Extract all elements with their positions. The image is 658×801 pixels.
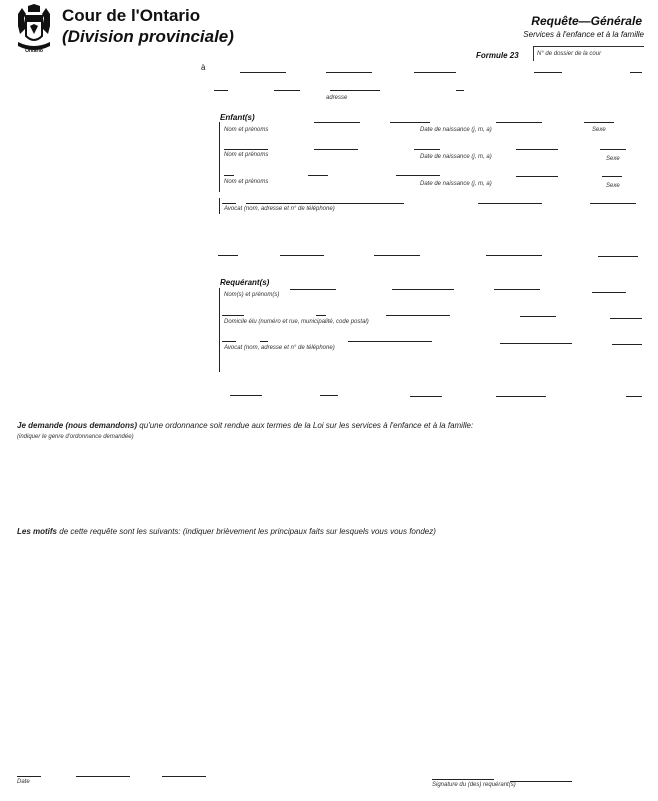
form-number: Formule 23 <box>476 51 519 60</box>
applicant-name-field[interactable] <box>222 280 626 292</box>
child-1-sex-label: Sexe <box>592 127 606 133</box>
applicant-address-label: Domicile élu (numéro et rue, municipalité, code postal) <box>224 319 369 325</box>
child-3-dob-label: Date de naissance (j, m, a) <box>420 181 492 187</box>
signature-field[interactable] <box>430 766 574 778</box>
child-1-name-label: Nom et prénoms <box>224 127 269 133</box>
child-counsel-label: Avocat (nom, adresse et n° de téléphone) <box>224 206 335 212</box>
child-1-dob-label: Date de naissance (j, m, a) <box>420 127 492 133</box>
request-statement <box>17 421 473 430</box>
child-2-name-label: Nom et prénoms <box>224 152 269 158</box>
addressee-field[interactable] <box>240 62 640 74</box>
applicant-address-field[interactable] <box>222 306 642 318</box>
court-division: (Division provinciale) <box>62 27 234 46</box>
signature-label: Signature du (des) requérant(s) <box>432 782 516 788</box>
request-lead: Je demande (nous demandons) <box>17 421 138 430</box>
child-2-dob-label: Date de naissance (j, m, a) <box>420 154 492 160</box>
form-title: Requête—Générale <box>531 14 642 28</box>
grounds-lead: Les motifs <box>17 527 58 536</box>
child-2-sex-label: Sexe <box>606 156 620 162</box>
request-note: (indiquer le genre d'ordonnance demandée) <box>17 434 134 440</box>
children-heading: Enfant(s) <box>220 113 255 122</box>
child-3-row[interactable] <box>222 166 622 178</box>
child-2-row[interactable] <box>222 140 622 152</box>
court-file-number-label: N° de dossier de la cour <box>537 51 602 57</box>
applicant-counsel-field[interactable] <box>222 332 642 344</box>
child-3-sex-label: Sexe <box>606 183 620 189</box>
ontario-crest-icon <box>14 4 54 54</box>
child-counsel-field[interactable] <box>222 194 636 206</box>
date-label: Date <box>17 779 30 785</box>
date-field[interactable] <box>17 764 207 776</box>
grounds-text: de cette requête sont les suivants: (indiquer brièvement les principaux faits sur lesquels vous vous fondez) <box>59 527 436 536</box>
grounds-statement <box>17 527 436 536</box>
form-subtitle: Services à l'enfance et à la famille <box>523 30 644 39</box>
court-name: Cour de l'Ontario <box>62 6 201 25</box>
addressee-prefix: à <box>201 63 206 72</box>
applicants-heading: Requérant(s) <box>220 278 270 287</box>
request-order-field[interactable] <box>17 446 637 516</box>
child-1-row[interactable] <box>222 114 622 126</box>
request-text: qu'une ordonnance soit rendue aux termes de la Loi sur les services à l'enfance et à la famille: <box>139 421 474 430</box>
child-3-name-label: Nom et prénoms <box>224 179 269 185</box>
address-label: adresse <box>326 95 348 101</box>
applicant-name-label: Nom(s) et prénom(s) <box>224 292 280 298</box>
grounds-field[interactable] <box>17 540 637 760</box>
applicant-counsel-label: Avocat (nom, adresse et n° de téléphone) <box>224 345 335 351</box>
crest-caption: Ontario <box>25 48 43 54</box>
